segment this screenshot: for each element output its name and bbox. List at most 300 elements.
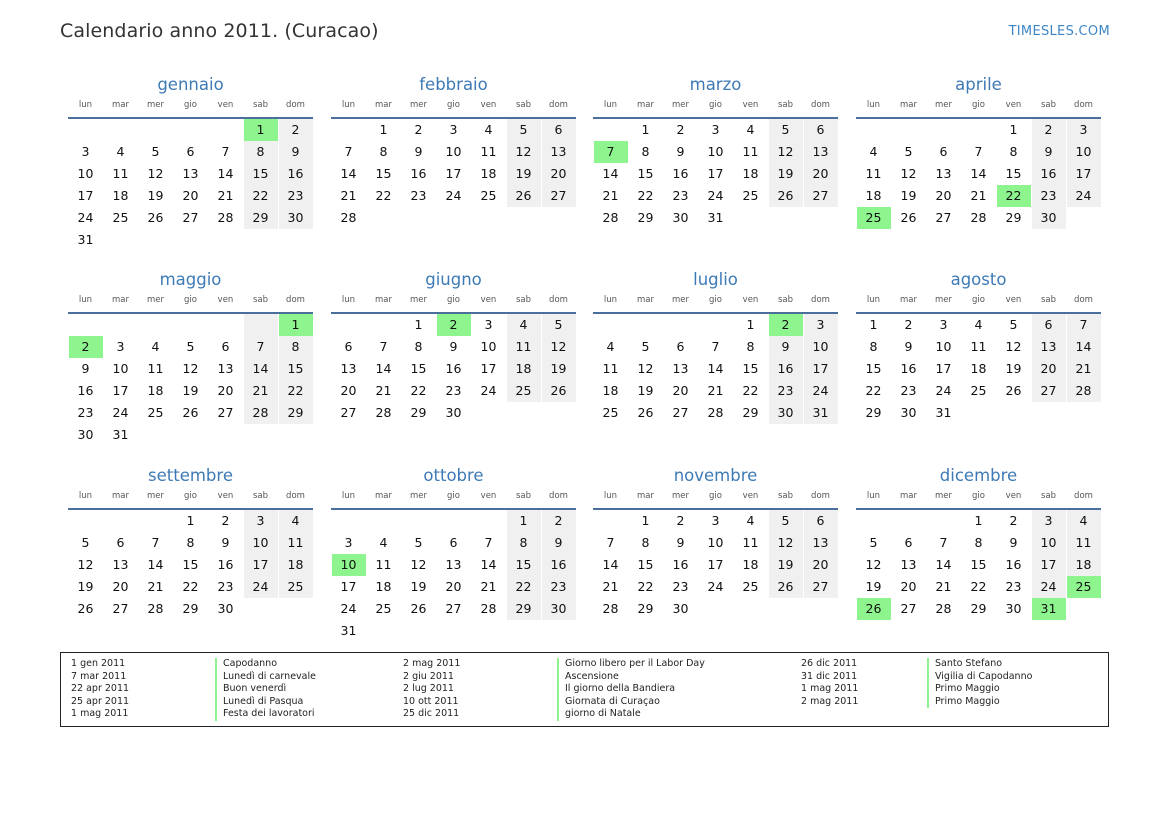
weekday-label: gio [709,100,722,110]
holiday-day-cell: 2 [437,314,471,336]
day-cell: 26 [1005,383,1022,398]
day-cell: 13 [340,361,357,376]
legend-holiday-name: Buon venerdì [215,683,316,696]
holiday-legend [60,652,1109,727]
day-cell: 28 [1067,380,1101,402]
weekday-header [331,97,576,119]
day-cell: 17 [480,361,497,376]
weekday-label: lun [78,491,93,501]
day-cell: 8 [974,535,983,550]
day-cell: 9 [81,361,90,376]
weekday-label: mer [934,295,952,305]
empty-cell [104,314,138,336]
day-cell: 8 [414,339,423,354]
weekday-label: mer [146,100,164,110]
day-cell: 9 [676,535,685,550]
legend-date: 26 dic 2011 [801,658,858,669]
weekday-header [856,97,1101,119]
day-cell: 12 [865,557,882,572]
day-cell: 23 [279,185,313,207]
month-name: maggio [159,270,222,289]
weekday-label: lun [866,491,881,501]
day-cell: 27 [217,405,234,420]
day-cell: 22 [637,188,654,203]
day-cell: 27 [935,210,952,225]
day-cell: 11 [1067,532,1101,554]
day-cell: 14 [935,557,952,572]
day-cell: 7 [221,144,230,159]
day-cell: 11 [112,166,129,181]
weekday-label: sab [1040,295,1057,305]
day-cell: 27 [804,576,838,598]
day-cell: 8 [186,535,195,550]
day-cell: 16 [900,361,917,376]
weekday-label: lun [866,100,881,110]
weekday-label: ven [742,295,759,305]
day-cell: 22 [410,383,427,398]
day-cell: 29 [182,601,199,616]
legend-names-column [927,658,1032,708]
day-cell: 11 [279,532,313,554]
day-cell: 14 [480,557,497,572]
day-cell: 2 [676,513,685,528]
day-cell: 13 [672,361,689,376]
day-cell: 16 [1005,557,1022,572]
day-cell: 11 [742,535,759,550]
day-cell: 8 [379,144,388,159]
empty-cell [244,314,278,336]
day-cell: 15 [410,361,427,376]
day-cell: 23 [769,380,803,402]
legend-date: 2 mag 2011 [801,695,859,707]
empty-cell [332,314,366,336]
day-cell: 12 [1005,339,1022,354]
weekday-label: dom [811,491,830,501]
day-cell: 15 [637,166,654,181]
day-cell: 13 [112,557,129,572]
legend-holiday-name: Vigilia di Capodanno [927,671,1032,684]
day-cell: 26 [147,210,164,225]
day-cell: 16 [77,383,94,398]
day-cell: 2 [1032,119,1066,141]
weekday-label: lun [866,295,881,305]
day-cell: 25 [742,579,759,594]
day-cell: 15 [742,361,759,376]
weekday-label: dom [811,100,830,110]
day-cell: 5 [151,144,160,159]
month-name: ottobre [423,466,484,485]
day-cell: 21 [602,188,619,203]
day-cell: 24 [707,188,724,203]
day-cell: 24 [244,576,278,598]
weekday-label: mer [671,491,689,501]
day-cell: 28 [375,405,392,420]
day-cell: 16 [1032,163,1066,185]
day-cell: 16 [542,554,576,576]
weekday-label: lun [603,491,618,501]
day-cell: 30 [1032,207,1066,229]
day-cell: 27 [672,405,689,420]
weekday-header [856,488,1101,510]
day-cell: 13 [542,141,576,163]
weekday-label: lun [603,295,618,305]
month-name: novembre [673,466,758,485]
weekday-label: gio [972,100,985,110]
weekday-label: mer [409,491,427,501]
day-cell: 11 [375,557,392,572]
day-cell: 1 [186,513,195,528]
day-cell: 17 [707,557,724,572]
empty-cell [594,119,628,141]
weekday-header [593,488,838,510]
day-cell: 24 [1032,576,1066,598]
month-giugno [331,269,576,424]
day-cell: 22 [865,383,882,398]
day-cell: 21 [480,579,497,594]
day-cell: 28 [244,402,278,424]
day-cell: 30 [217,601,234,616]
day-cell: 1 [974,513,983,528]
day-cell: 2 [542,510,576,532]
day-cell: 8 [746,339,755,354]
day-cell: 20 [340,383,357,398]
day-cell: 27 [182,210,199,225]
day-cell: 6 [804,119,838,141]
day-cell: 31 [707,210,724,225]
weekday-header [856,292,1101,314]
day-cell: 5 [507,119,541,141]
legend-holiday-name: Primo Maggio [927,696,1032,709]
day-cell: 3 [1067,119,1101,141]
day-cell: 27 [1032,380,1066,402]
day-cell: 18 [279,554,313,576]
days-grid [593,314,838,424]
days-grid [856,119,1101,229]
day-cell: 1 [379,122,388,137]
day-cell: 28 [340,210,357,225]
day-cell: 17 [1032,554,1066,576]
day-cell: 5 [542,314,576,336]
day-cell: 7 [244,336,278,358]
day-cell: 20 [672,383,689,398]
legend-date: 10 ott 2011 [403,695,459,707]
empty-cell [699,314,733,336]
day-cell: 3 [1032,510,1066,532]
weekday-label: lun [341,295,356,305]
weekday-label: lun [341,100,356,110]
month-agosto [856,269,1101,424]
legend-holiday-name: Primo Maggio [927,683,1032,696]
weekday-label: gio [972,491,985,501]
day-cell: 28 [602,601,619,616]
weekday-label: gio [184,100,197,110]
weekday-label: lun [78,295,93,305]
day-cell: 14 [244,358,278,380]
day-cell: 3 [81,144,90,159]
days-grid [68,314,313,446]
day-cell: 1 [641,122,650,137]
day-cell: 10 [1032,532,1066,554]
day-cell: 10 [480,339,497,354]
holiday-day-cell: 25 [1067,576,1101,598]
day-cell: 24 [935,383,952,398]
days-grid [331,510,576,642]
day-cell: 17 [244,554,278,576]
day-cell: 15 [279,358,313,380]
day-cell: 9 [904,339,913,354]
day-cell: 31 [935,405,952,420]
day-cell: 21 [935,579,952,594]
day-cell: 19 [1005,361,1022,376]
day-cell: 10 [445,144,462,159]
legend-date: 25 dic 2011 [403,708,460,720]
day-cell: 26 [410,601,427,616]
day-cell: 6 [221,339,230,354]
legend-holiday-name: Ascensione [557,671,705,684]
empty-cell [332,510,366,532]
holiday-day-cell: 31 [1032,598,1066,620]
day-cell: 29 [742,405,759,420]
legend-date: 1 mag 2011 [801,683,859,695]
day-cell: 6 [186,144,195,159]
weekday-label: ven [742,491,759,501]
day-cell: 10 [77,166,94,181]
day-cell: 28 [217,210,234,225]
day-cell: 29 [244,207,278,229]
legend-date: 25 apr 2011 [71,695,130,707]
day-cell: 24 [77,210,94,225]
day-cell: 17 [935,361,952,376]
day-cell: 4 [1067,510,1101,532]
empty-cell [927,119,961,141]
day-cell: 11 [602,361,619,376]
day-cell: 14 [375,361,392,376]
holiday-day-cell: 22 [997,185,1031,207]
day-cell: 10 [244,532,278,554]
day-cell: 6 [542,119,576,141]
day-cell: 17 [112,383,129,398]
day-cell: 14 [970,166,987,181]
day-cell: 30 [77,427,94,442]
day-cell: 3 [484,317,493,332]
day-cell: 22 [279,380,313,402]
day-cell: 8 [869,339,878,354]
day-cell: 4 [379,535,388,550]
day-cell: 2 [676,122,685,137]
empty-cell [69,119,103,141]
day-cell: 27 [445,601,462,616]
day-cell: 29 [507,598,541,620]
day-cell: 7 [606,535,615,550]
day-cell: 23 [445,383,462,398]
day-cell: 28 [970,210,987,225]
weekday-header [331,488,576,510]
empty-cell [139,119,173,141]
day-cell: 14 [707,361,724,376]
day-cell: 31 [804,402,838,424]
day-cell: 19 [542,358,576,380]
day-cell: 9 [1032,141,1066,163]
day-cell: 11 [742,144,759,159]
day-cell: 24 [1067,185,1101,207]
day-cell: 7 [711,339,720,354]
weekday-label: mer [146,295,164,305]
day-cell: 23 [410,188,427,203]
day-cell: 13 [445,557,462,572]
day-cell: 19 [769,163,803,185]
day-cell: 21 [217,188,234,203]
day-cell: 18 [375,579,392,594]
day-cell: 21 [375,383,392,398]
weekday-label: dom [286,295,305,305]
day-cell: 21 [147,579,164,594]
legend-date: 2 giu 2011 [403,670,454,682]
empty-cell [594,314,628,336]
day-cell: 13 [182,166,199,181]
day-cell: 3 [244,510,278,532]
weekday-label: mer [409,295,427,305]
weekday-label: ven [742,100,759,110]
day-cell: 21 [244,380,278,402]
empty-cell [892,119,926,141]
day-cell: 19 [77,579,94,594]
weekday-label: gio [447,295,460,305]
legend-holiday-name: Festa dei lavoratori [215,708,316,721]
day-cell: 22 [375,188,392,203]
day-cell: 27 [900,601,917,616]
day-cell: 10 [112,361,129,376]
month-marzo [593,74,838,229]
day-cell: 20 [804,163,838,185]
day-cell: 23 [217,579,234,594]
month-settembre [68,465,313,620]
day-cell: 26 [507,185,541,207]
weekday-label: gio [972,295,985,305]
holiday-day-cell: 10 [332,554,366,576]
day-cell: 17 [77,188,94,203]
day-cell: 4 [974,317,983,332]
day-cell: 20 [900,579,917,594]
day-cell: 10 [707,535,724,550]
day-cell: 9 [769,336,803,358]
day-cell: 4 [116,144,125,159]
day-cell: 19 [769,554,803,576]
empty-cell [139,314,173,336]
day-cell: 21 [340,188,357,203]
day-cell: 29 [279,402,313,424]
day-cell: 2 [279,119,313,141]
day-cell: 6 [116,535,125,550]
weekday-header [593,97,838,119]
day-cell: 2 [221,513,230,528]
weekday-label: mar [637,295,654,305]
month-ottobre [331,465,576,642]
day-cell: 1 [869,317,878,332]
day-cell: 24 [480,383,497,398]
day-cell: 26 [769,576,803,598]
holiday-day-cell: 1 [279,314,313,336]
day-cell: 13 [1032,336,1066,358]
empty-cell [664,314,698,336]
empty-cell [209,119,243,141]
day-cell: 21 [602,579,619,594]
day-cell: 13 [804,141,838,163]
days-grid [593,119,838,229]
empty-cell [104,119,138,141]
day-cell: 19 [900,188,917,203]
day-cell: 30 [445,405,462,420]
day-cell: 17 [445,166,462,181]
day-cell: 14 [340,166,357,181]
day-cell: 3 [449,122,458,137]
day-cell: 12 [542,336,576,358]
weekday-label: mar [375,491,392,501]
day-cell: 6 [939,144,948,159]
days-grid [331,119,576,229]
day-cell: 24 [804,380,838,402]
day-cell: 9 [676,144,685,159]
day-cell: 20 [182,188,199,203]
day-cell: 20 [217,383,234,398]
day-cell: 17 [1067,163,1101,185]
weekday-header [593,292,838,314]
weekday-label: mer [934,100,952,110]
weekday-label: mer [409,100,427,110]
site-link[interactable]: TIMESLES.COM [1008,24,1110,39]
empty-cell [209,314,243,336]
day-cell: 28 [935,601,952,616]
empty-cell [139,510,173,532]
day-cell: 27 [804,185,838,207]
weekday-label: ven [1005,491,1022,501]
day-cell: 12 [769,141,803,163]
day-cell: 14 [602,557,619,572]
weekday-label: ven [480,491,497,501]
day-cell: 11 [970,339,987,354]
day-cell: 22 [507,576,541,598]
empty-cell [174,119,208,141]
day-cell: 23 [77,405,94,420]
weekday-label: mer [671,100,689,110]
day-cell: 20 [935,188,952,203]
empty-cell [367,510,401,532]
day-cell: 18 [507,358,541,380]
page-title: Calendario anno 2011. (Curacao) [60,20,379,42]
day-cell: 27 [542,185,576,207]
day-cell: 5 [769,510,803,532]
month-name: dicembre [939,466,1018,485]
day-cell: 23 [900,383,917,398]
day-cell: 7 [484,535,493,550]
day-cell: 15 [970,557,987,572]
weekday-label: mar [900,295,917,305]
day-cell: 16 [217,557,234,572]
day-cell: 20 [445,579,462,594]
day-cell: 25 [147,405,164,420]
day-cell: 17 [804,358,838,380]
day-cell: 1 [746,317,755,332]
day-cell: 24 [445,188,462,203]
day-cell: 7 [344,144,353,159]
day-cell: 9 [279,141,313,163]
day-cell: 11 [865,166,882,181]
day-cell: 26 [637,405,654,420]
day-cell: 29 [410,405,427,420]
legend-date: 22 apr 2011 [71,683,130,695]
day-cell: 9 [449,339,458,354]
day-cell: 14 [147,557,164,572]
day-cell: 18 [602,383,619,398]
